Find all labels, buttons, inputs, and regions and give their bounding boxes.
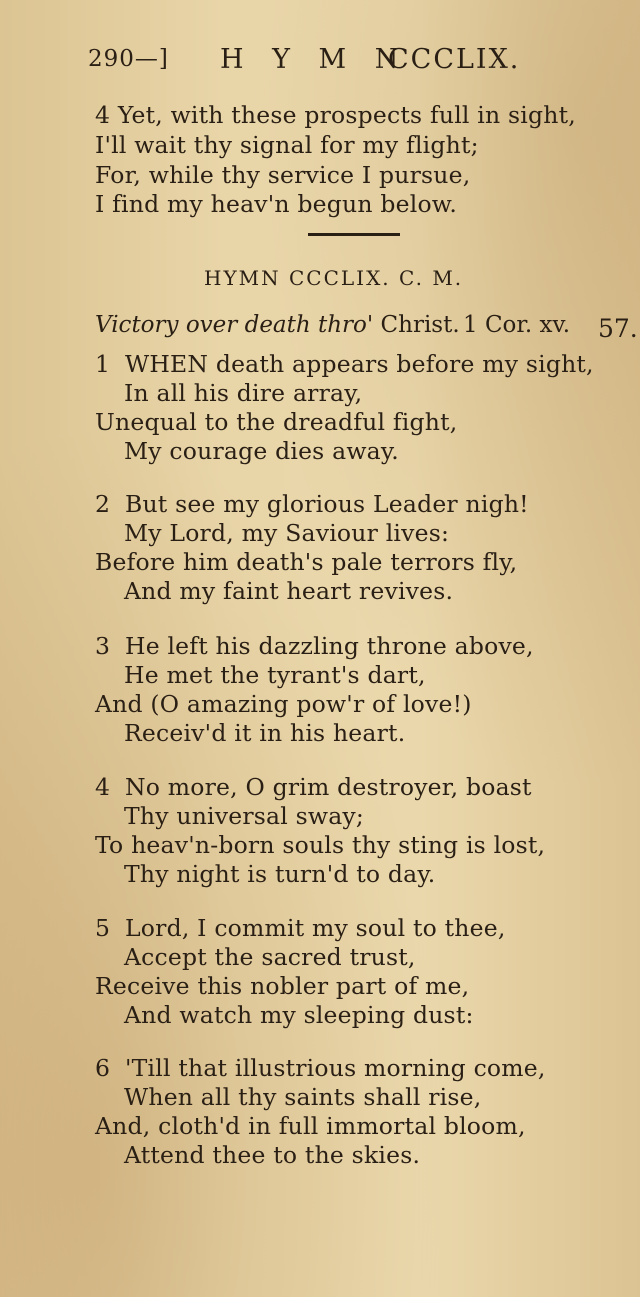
scripture-reference: 1 Cor. xv. [463,312,571,338]
stanza-line: Unequal to the dreadful fight, [95,408,458,436]
prev-line: I'll wait thy signal for my flight; [95,131,479,159]
stanza-number: 6 [95,1054,111,1082]
verse-reference: 57. [598,314,638,343]
stanza-line: Thy night is turn'd to day. [124,860,436,888]
stanza-line: Receive this nobler part of me, [95,972,470,1000]
stanza-3-line-1: 3 He left his dazzling throne above, [95,632,534,660]
header-title: H Y M N [220,44,409,75]
stanza-2-line-1: 2 But see my glorious Leader nigh! [95,490,529,518]
stanza-line: When all thy saints shall rise, [124,1083,482,1111]
section-divider [308,233,400,236]
page-number: 290—] [88,46,169,72]
stanza-line: Thy universal sway; [124,802,364,830]
prev-line: For, while thy service I pursue, [95,161,471,189]
stanza-line: And, cloth'd in full immortal bloom, [95,1112,526,1140]
hymn-title: HYMN CCCLIX. C. M. [204,266,464,290]
stanza-number: 3 [95,632,111,660]
stanza-line: He met the tyrant's dart, [124,661,426,689]
stanza-line: Attend thee to the skies. [124,1141,421,1169]
stanza-line: Accept the sacred trust, [124,943,416,971]
subtitle-italic: Victory over death thro' [95,312,374,338]
stanza-line: In all his dire array, [124,379,363,407]
header-hymn-number: CCCLIX. [388,44,521,75]
running-header [88,40,521,80]
stanza-5-line-1: 5 Lord, I commit my soul to thee, [95,914,506,942]
stanza-line: And (O amazing pow'r of love!) [95,690,472,718]
stanza-1-line-1: 1 WHEN death appears before my sight, [95,350,594,378]
prev-line: 4 Yet, with these prospects full in sight, [95,101,576,129]
stanza-number: 2 [95,490,111,518]
stanza-line: My courage dies away. [124,437,399,465]
stanza-number: 5 [95,914,111,942]
stanza-6-line-1: 6 'Till that illustrious morning come, [95,1054,546,1082]
hymn-subtitle [95,312,571,338]
stanza-line: Receiv'd it in his heart. [124,719,406,747]
stanza-line: And watch my sleeping dust: [124,1001,474,1029]
stanza-line: And my faint heart revives. [124,577,454,605]
stanza-line: My Lord, my Saviour lives: [124,519,450,547]
stanza-number: 1 [95,350,111,378]
stanza-4-line-1: 4 No more, O grim destroyer, boast [95,773,532,801]
stanza-number: 4 [95,773,111,801]
subtitle-roman: Christ. [380,312,460,338]
stanza-line: Before him death's pale terrors fly, [95,548,518,576]
prev-line: I find my heav'n begun below. [95,190,457,218]
stanza-line: To heav'n-born souls thy sting is lost, [95,831,546,859]
